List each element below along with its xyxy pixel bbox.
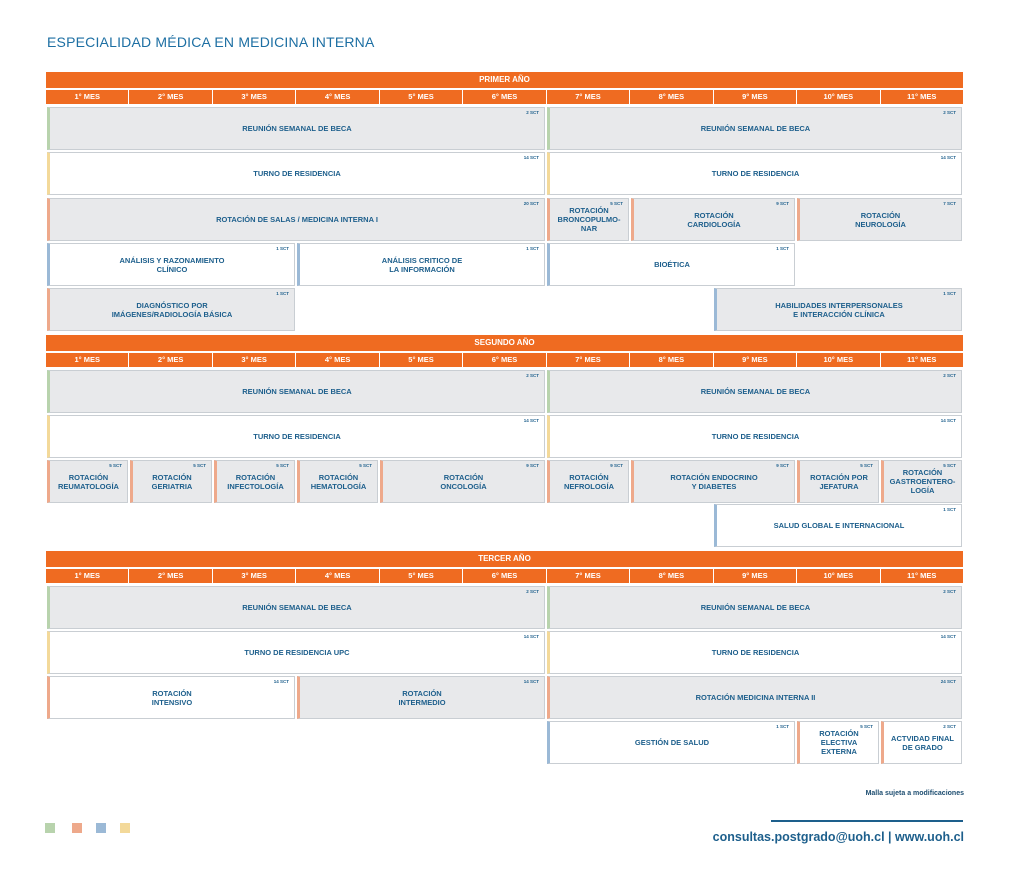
sct-credits: 2 SCT <box>526 110 539 115</box>
sct-credits: 7 SCT <box>943 201 956 206</box>
month-label: 6° MES <box>463 569 545 583</box>
course-block <box>47 107 545 150</box>
month-label: 11° MES <box>881 569 963 583</box>
month-label: 3° MES <box>213 353 295 367</box>
course-title: TURNO DE RESIDENCIA <box>711 169 800 178</box>
course-block <box>47 415 545 458</box>
course-title: TURNO DE RESIDENCIA <box>711 648 800 657</box>
course-block <box>547 676 962 719</box>
month-label: 4° MES <box>296 569 378 583</box>
course-block <box>47 586 545 629</box>
course-block <box>47 243 295 286</box>
month-label: 5° MES <box>380 353 462 367</box>
sct-credits: 14 SCT <box>523 155 539 160</box>
sct-credits: 1 SCT <box>943 507 956 512</box>
sct-credits: 5 SCT <box>193 463 206 468</box>
course-block <box>797 198 962 241</box>
month-label: 7° MES <box>547 90 629 104</box>
sct-credits: 14 SCT <box>940 155 956 160</box>
disclaimer-note: Malla sujeta a modificaciones <box>865 790 964 797</box>
sct-credits: 14 SCT <box>523 679 539 684</box>
legend-square-orange <box>72 823 82 833</box>
course-block <box>214 460 295 503</box>
course-block <box>547 631 962 674</box>
course-block <box>714 288 962 331</box>
sct-credits: 1 SCT <box>943 291 956 296</box>
month-label: 9° MES <box>714 569 796 583</box>
course-title: TURNO DE RESIDENCIA UPC <box>244 648 350 657</box>
course-block <box>631 198 795 241</box>
month-header-row <box>46 569 963 583</box>
year-header: SEGUNDO AÑO <box>46 335 963 351</box>
month-label: 10° MES <box>797 353 879 367</box>
month-label: 9° MES <box>714 353 796 367</box>
sct-credits: 5 SCT <box>860 724 873 729</box>
course-title: ROTACIÓN ENDOCRINO Y DIABETES <box>670 472 758 491</box>
legend-square-green <box>45 823 55 833</box>
sct-credits: 5 SCT <box>943 463 956 468</box>
sct-credits: 2 SCT <box>526 589 539 594</box>
course-title: ROTACIÓN INTERMEDIO <box>398 688 446 707</box>
month-label: 7° MES <box>547 569 629 583</box>
sct-credits: 2 SCT <box>943 724 956 729</box>
sct-credits: 20 SCT <box>523 201 539 206</box>
month-label: 4° MES <box>296 353 378 367</box>
month-label: 9° MES <box>714 90 796 104</box>
course-block <box>547 370 962 413</box>
month-label: 5° MES <box>380 569 462 583</box>
month-label: 5° MES <box>380 90 462 104</box>
month-label: 11° MES <box>881 353 963 367</box>
course-title: ROTACIÓN NEFROLOGÍA <box>564 472 614 491</box>
sct-credits: 14 SCT <box>940 418 956 423</box>
month-label: 1° MES <box>46 569 128 583</box>
course-title: ROTACIÓN HEMATOLOGÍA <box>310 472 367 491</box>
course-block <box>297 676 545 719</box>
course-title: TURNO DE RESIDENCIA <box>253 432 341 441</box>
month-label: 1° MES <box>46 90 128 104</box>
month-label: 2° MES <box>129 90 211 104</box>
month-label: 8° MES <box>630 90 712 104</box>
page-title: ESPECIALIDAD MÉDICA EN MEDICINA INTERNA <box>47 34 375 50</box>
sct-credits: 9 SCT <box>610 463 623 468</box>
year-header: TERCER AÑO <box>46 551 963 567</box>
month-label: 8° MES <box>630 353 712 367</box>
legend-square-yellow <box>120 823 130 833</box>
course-title: ROTACIÓN BRONCOPULMO- NAR <box>557 206 621 233</box>
course-title: TURNO DE RESIDENCIA <box>253 169 341 178</box>
course-title: REUNIÓN SEMANAL DE BECA <box>242 124 352 133</box>
month-label: 3° MES <box>213 90 295 104</box>
course-title: ROTACIÓN ONCOLOGÍA <box>440 472 487 491</box>
month-label: 10° MES <box>797 569 879 583</box>
sct-credits: 9 SCT <box>776 201 789 206</box>
course-title: ANÁLISIS CRITICO DE LA INFORMACIÓN <box>381 255 463 274</box>
course-block <box>547 107 962 150</box>
sct-credits: 1 SCT <box>276 246 289 251</box>
sct-credits: 5 SCT <box>610 201 623 206</box>
course-block <box>380 460 545 503</box>
sct-credits: 2 SCT <box>526 373 539 378</box>
course-block <box>47 631 545 674</box>
month-label: 2° MES <box>129 353 211 367</box>
course-title: TURNO DE RESIDENCIA <box>711 432 800 441</box>
sct-credits: 2 SCT <box>943 373 956 378</box>
course-title: ROTACIÓN INFECTOLOGÍA <box>227 472 284 491</box>
course-title: ROTACIÓN CARDIOLOGÍA <box>687 210 741 229</box>
footer-divider <box>771 820 963 822</box>
course-title: SALUD GLOBAL E INTERNACIONAL <box>773 521 905 530</box>
sct-credits: 24 SCT <box>940 679 956 684</box>
contact-link[interactable]: consultas.postgrado@uoh.cl | www.uoh.cl <box>712 830 964 844</box>
course-block <box>297 460 378 503</box>
course-block <box>47 370 545 413</box>
month-label: 2° MES <box>129 569 211 583</box>
sct-credits: 1 SCT <box>276 291 289 296</box>
sct-credits: 5 SCT <box>109 463 122 468</box>
sct-credits: 14 SCT <box>273 679 289 684</box>
month-label: 1° MES <box>46 353 128 367</box>
course-title: REUNIÓN SEMANAL DE BECA <box>700 387 811 396</box>
sct-credits: 14 SCT <box>523 418 539 423</box>
course-block <box>47 198 545 241</box>
course-title: ROTACIÓN REUMATOLOGÍA <box>58 472 119 491</box>
course-block <box>297 243 545 286</box>
month-label: 7° MES <box>547 353 629 367</box>
course-block <box>714 504 962 547</box>
course-block <box>547 415 962 458</box>
course-block <box>881 721 962 764</box>
course-title: REUNIÓN SEMANAL DE BECA <box>700 603 811 612</box>
month-header-row <box>46 353 963 367</box>
course-block <box>881 460 962 503</box>
sct-credits: 9 SCT <box>526 463 539 468</box>
course-title: HABILIDADES INTERPERSONALES E INTERACCIÓN CLÍNICA <box>775 300 903 319</box>
course-title: ACTVIDAD FINAL DE GRADO <box>891 733 954 752</box>
month-label: 4° MES <box>296 90 378 104</box>
course-title: DIAGNÓSTICO POR IMÁGENES/RADIOLOGÍA BÁSICA <box>111 300 233 319</box>
course-title: ROTACIÓN INTENSIVO <box>151 688 193 707</box>
course-block <box>547 243 795 286</box>
course-title: REUNIÓN SEMANAL DE BECA <box>242 603 352 612</box>
course-title: ROTACIÓN POR JEFATURA <box>810 472 868 491</box>
sct-credits: 5 SCT <box>860 463 873 468</box>
month-label: 11° MES <box>881 90 963 104</box>
course-title: ROTACIÓN GERIATRIA <box>151 472 193 491</box>
sct-credits: 1 SCT <box>776 246 789 251</box>
month-label: 6° MES <box>463 353 545 367</box>
course-block <box>547 721 795 764</box>
course-block <box>547 586 962 629</box>
year-header: PRIMER AÑO <box>46 72 963 88</box>
sct-credits: 9 SCT <box>776 463 789 468</box>
course-block <box>547 198 629 241</box>
course-title: REUNIÓN SEMANAL DE BECA <box>242 387 352 396</box>
course-title: ROTACIÓN MEDICINA INTERNA II <box>695 693 816 702</box>
course-block <box>547 460 629 503</box>
course-title: ROTACIÓN GASTROENTERO- LOGÍA <box>889 468 956 495</box>
month-label: 8° MES <box>630 569 712 583</box>
course-block <box>631 460 795 503</box>
sct-credits: 5 SCT <box>359 463 372 468</box>
course-title: GESTIÓN DE SALUD <box>634 738 710 747</box>
sct-credits: 14 SCT <box>523 634 539 639</box>
course-block <box>47 460 128 503</box>
course-block <box>130 460 212 503</box>
sct-credits: 2 SCT <box>943 589 956 594</box>
course-title: ANÁLISIS Y RAZONAMIENTO CLÍNICO <box>119 255 225 274</box>
month-header-row <box>46 90 963 104</box>
course-title: BIOÉTICA <box>654 260 690 269</box>
course-block <box>47 152 545 195</box>
course-block <box>797 460 879 503</box>
sct-credits: 2 SCT <box>943 110 956 115</box>
course-block <box>547 152 962 195</box>
legend-square-blue <box>96 823 106 833</box>
course-title: ROTACIÓN ELECTIVA EXTERNA <box>819 729 859 756</box>
course-block <box>47 676 295 719</box>
month-label: 6° MES <box>463 90 545 104</box>
course-title: REUNIÓN SEMANAL DE BECA <box>700 124 811 133</box>
sct-credits: 14 SCT <box>940 634 956 639</box>
course-title: ROTACIÓN NEUROLOGÍA <box>855 210 906 229</box>
month-label: 3° MES <box>213 569 295 583</box>
sct-credits: 5 SCT <box>276 463 289 468</box>
course-title: ROTACIÓN DE SALAS / MEDICINA INTERNA I <box>216 215 378 224</box>
sct-credits: 1 SCT <box>776 724 789 729</box>
course-block <box>797 721 879 764</box>
sct-credits: 1 SCT <box>526 246 539 251</box>
month-label: 10° MES <box>797 90 879 104</box>
course-block <box>47 288 295 331</box>
